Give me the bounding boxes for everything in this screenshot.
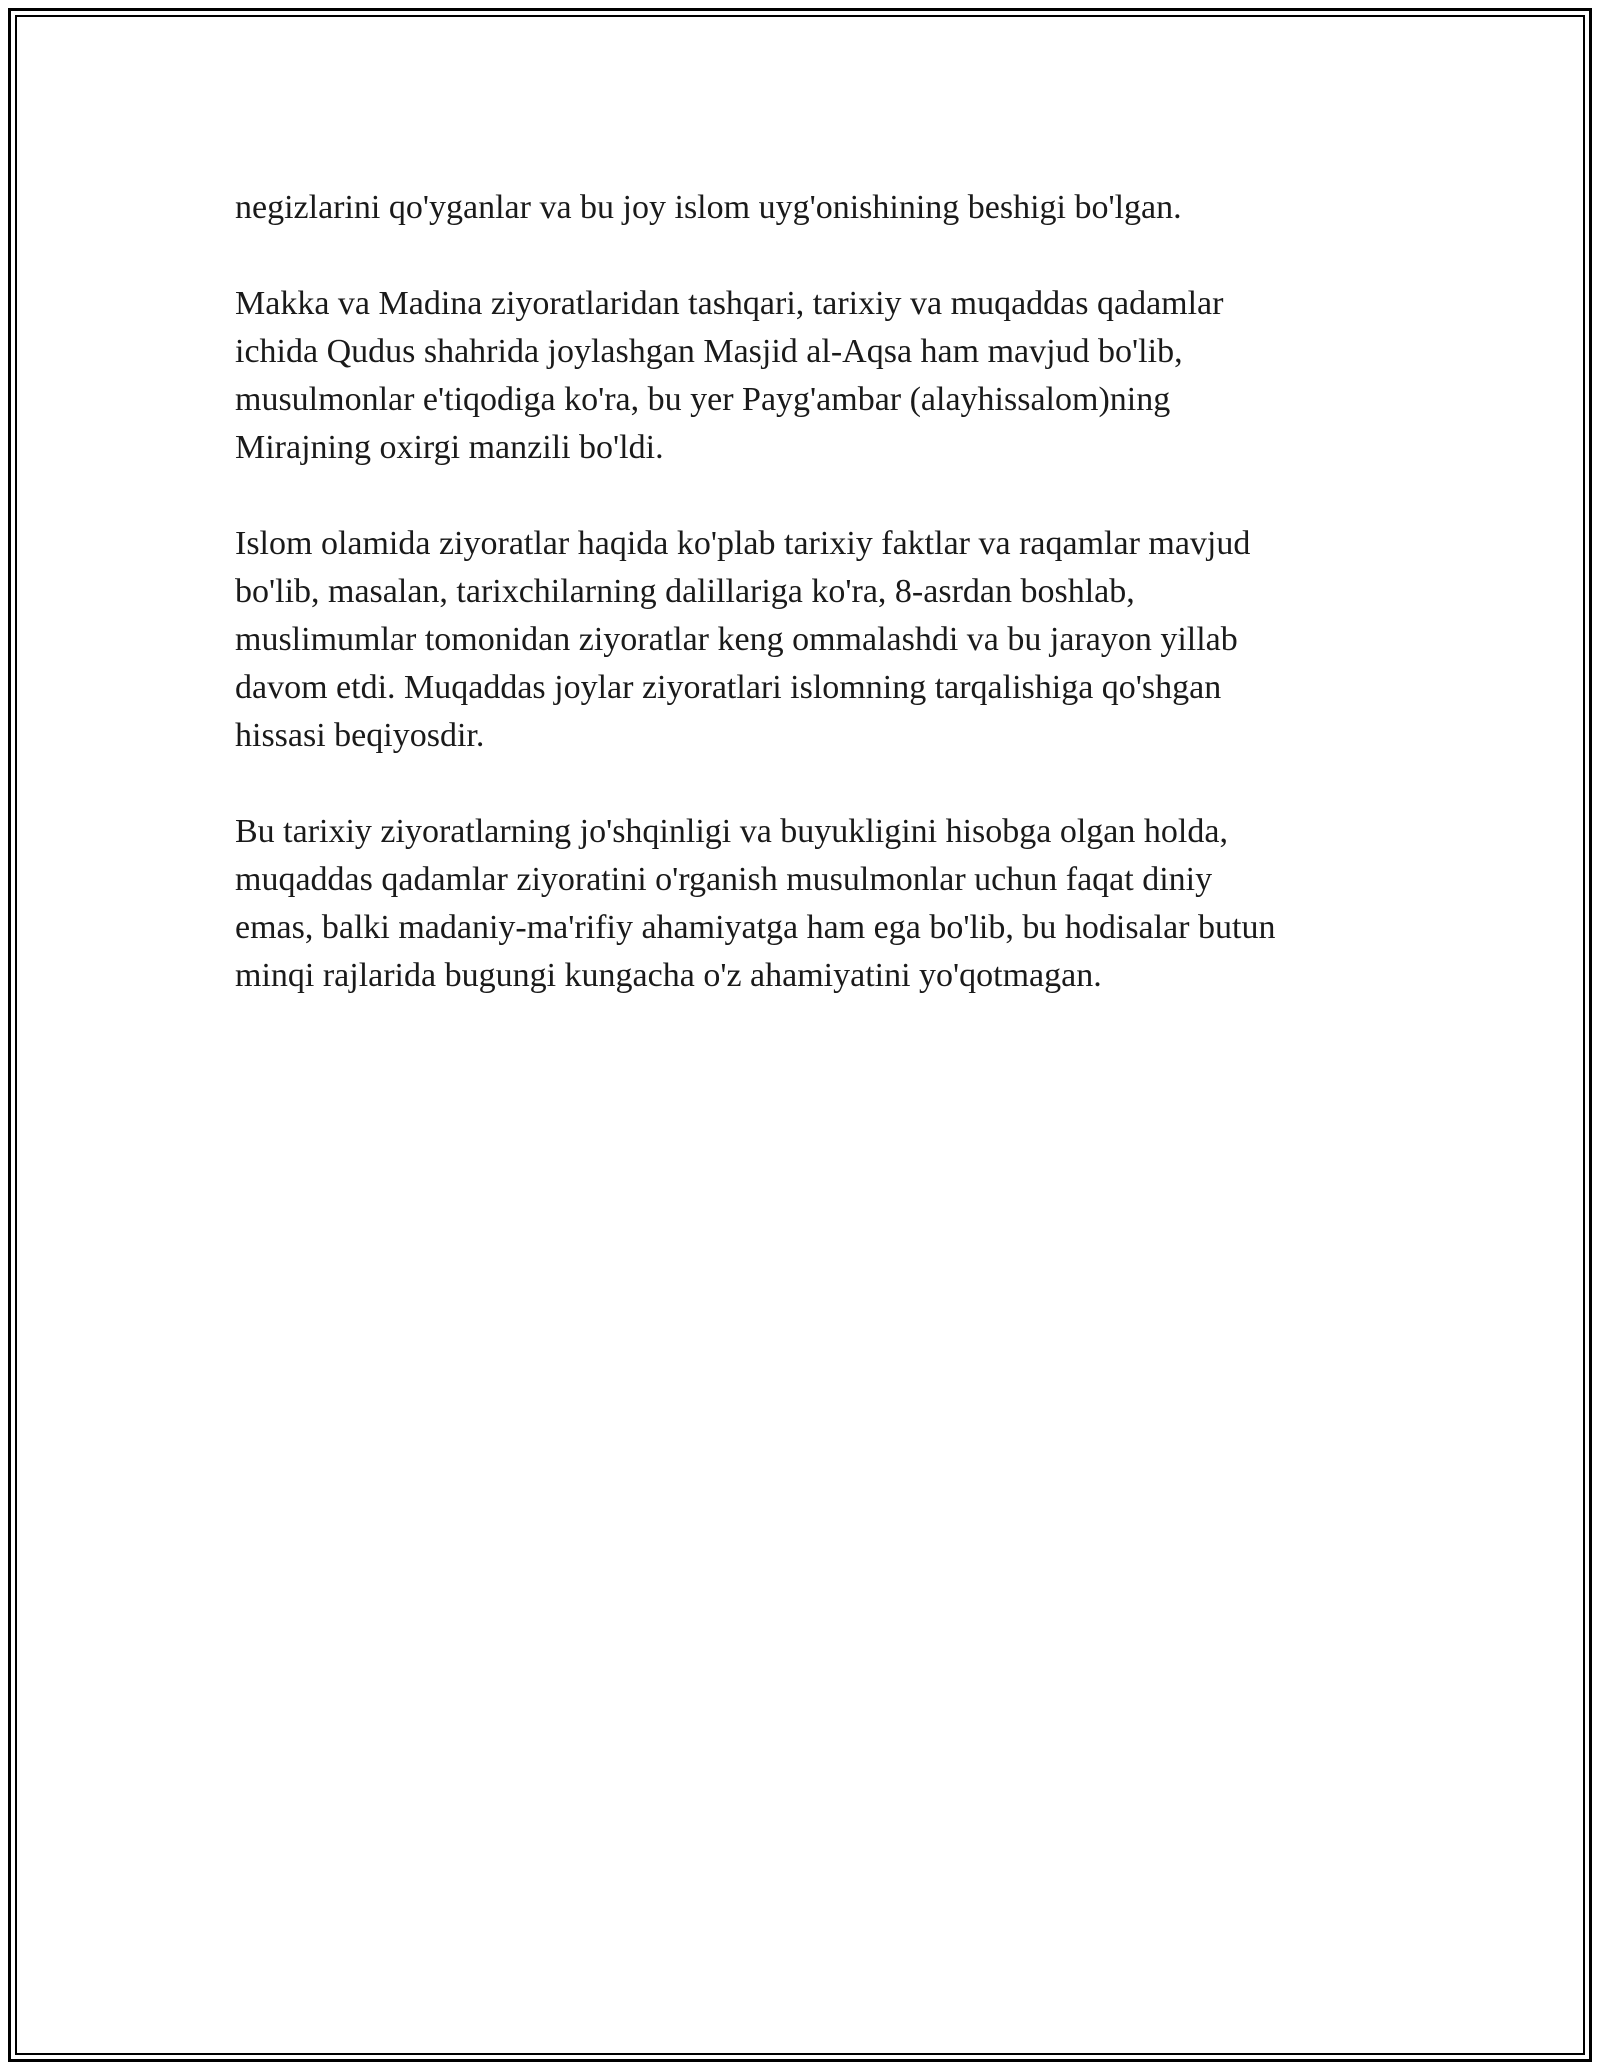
document-body bbox=[235, 184, 1375, 1048]
text-line: bo'lib, masalan, tarixchilarning dalillariga ko'ra, 8-asrdan boshlab, bbox=[235, 573, 1135, 610]
text-line: Islom olamida ziyoratlar haqida ko'plab tarixiy faktlar va raqamlar mavjud bbox=[235, 525, 1251, 562]
text-line: Bu tarixiy ziyoratlarning jo'shqinligi va buyukligini hisobga olgan holda, bbox=[235, 813, 1228, 850]
paragraph-4 bbox=[235, 808, 1375, 1000]
text-line: negizlarini qo'yganlar va bu joy islom uyg'onishining beshigi bo'lgan. bbox=[235, 189, 1182, 226]
text-line: muqaddas qadamlar ziyoratini o'rganish musulmonlar uchun faqat diniy bbox=[235, 861, 1213, 898]
text-line: muslimumlar tomonidan ziyoratlar keng ommalashdi va bu jarayon yillab bbox=[235, 621, 1238, 658]
paragraph-2 bbox=[235, 280, 1375, 472]
paragraph-3 bbox=[235, 520, 1375, 760]
text-line: Mirajning oxirgi manzili bo'ldi. bbox=[235, 429, 664, 466]
text-line: hissasi beqiyosdir. bbox=[235, 717, 485, 754]
text-line: ichida Qudus shahrida joylashgan Masjid al-Aqsa ham mavjud bo'lib, bbox=[235, 333, 1183, 370]
text-line: Makka va Madina ziyoratlaridan tashqari, tarixiy va muqaddas qadamlar bbox=[235, 285, 1224, 322]
text-line: emas, balki madaniy-ma'rifiy ahamiyatga ham ega bo'lib, bu hodisalar butun bbox=[235, 909, 1276, 946]
text-line: minqi rajlarida bugungi kungacha o'z ahamiyatini yo'qotmagan. bbox=[235, 957, 1102, 994]
paragraph-1 bbox=[235, 184, 1375, 232]
text-line: davom etdi. Muqaddas joylar ziyoratlari islomning tarqalishiga qo'shgan bbox=[235, 669, 1222, 706]
text-line: musulmonlar e'tiqodiga ko'ra, bu yer Payg'ambar (alayhissalom)ning bbox=[235, 381, 1171, 418]
